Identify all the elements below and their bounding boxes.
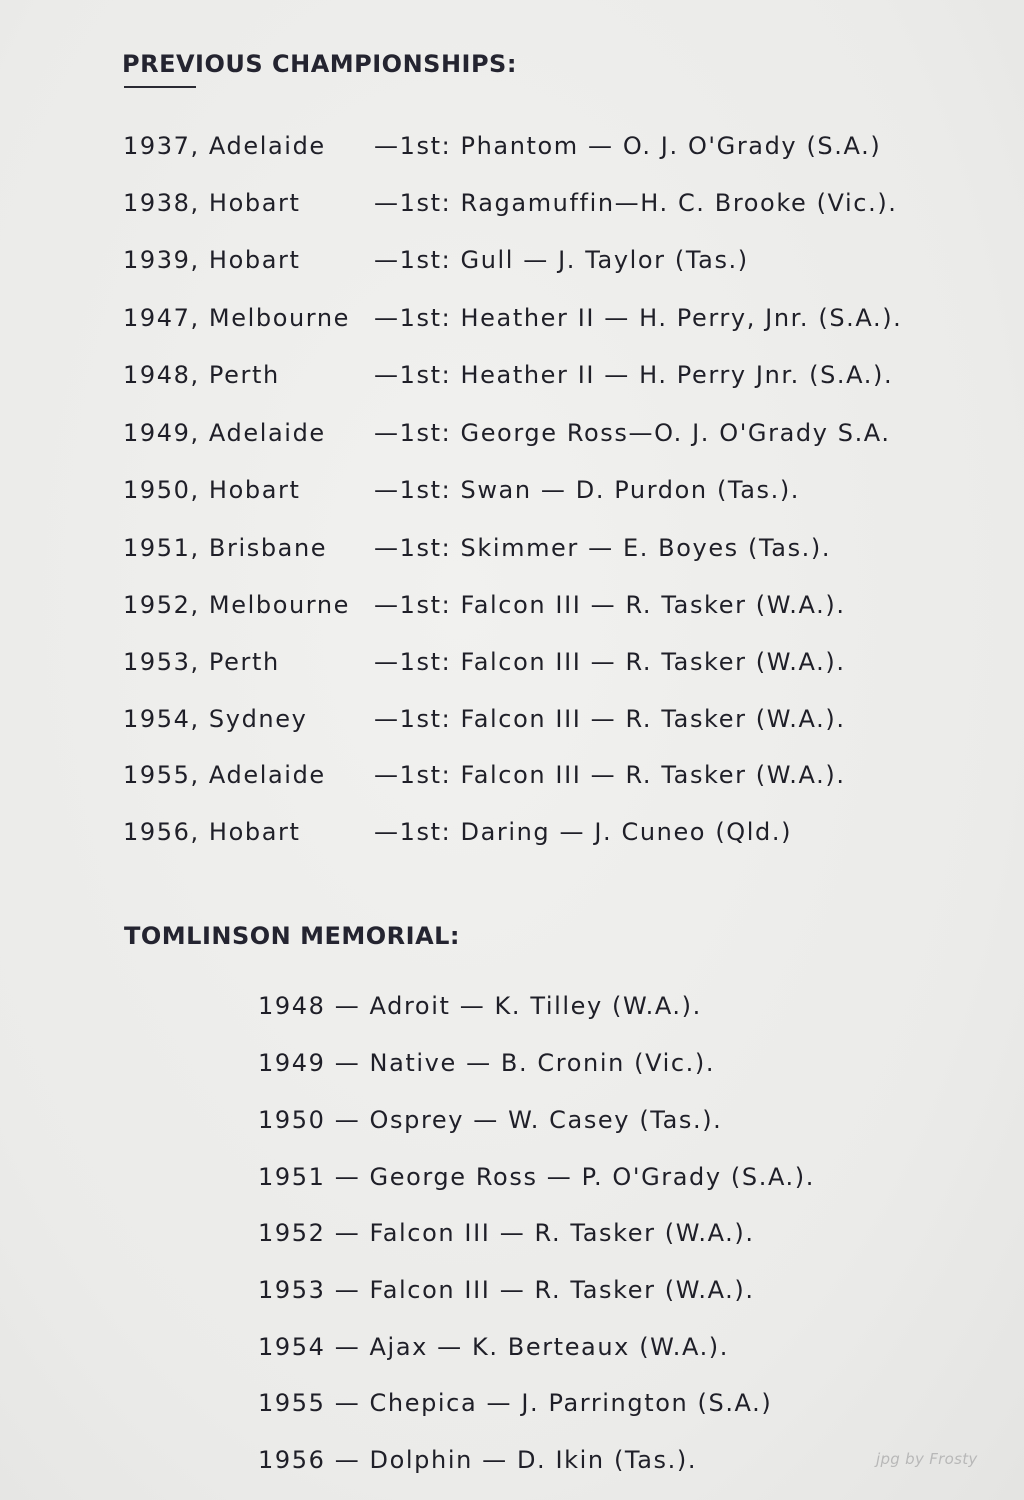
championship-result: —1st: Swan — D. Purdon (Tas.).	[374, 476, 801, 504]
championship-year-location: 1953, Perth	[123, 648, 280, 676]
championship-result: —1st: Gull — J. Taylor (Tas.)	[374, 246, 749, 274]
championship-year-location: 1947, Melbourne	[123, 304, 351, 332]
championship-result: —1st: Falcon III — R. Tasker (W.A.).	[374, 705, 846, 733]
memorial-row: 1951 — George Ross — P. O'Grady (S.A.).	[258, 1163, 815, 1191]
championship-year-location: 1956, Hobart	[123, 818, 301, 846]
championship-result: —1st: Daring — J. Cuneo (Qld.)	[374, 818, 793, 846]
championship-year-location: 1949, Adelaide	[123, 419, 326, 447]
championship-year-location: 1954, Sydney	[123, 705, 308, 733]
memorial-row: 1949 — Native — B. Cronin (Vic.).	[258, 1049, 716, 1077]
championship-result: —1st: Falcon III — R. Tasker (W.A.).	[374, 648, 846, 676]
championship-year-location: 1950, Hobart	[123, 476, 301, 504]
championship-result: —1st: Heather II — H. Perry, Jnr. (S.A.).	[374, 304, 903, 332]
championship-result: —1st: Ragamuffin—H. C. Brooke (Vic.).	[374, 189, 898, 217]
championship-year-location: 1955, Adelaide	[123, 761, 326, 789]
memorial-row: 1952 — Falcon III — R. Tasker (W.A.).	[258, 1219, 755, 1247]
memorial-row: 1950 — Osprey — W. Casey (Tas.).	[258, 1106, 723, 1134]
memorial-row: 1955 — Chepica — J. Parrington (S.A.)	[258, 1389, 773, 1417]
championship-year-location: 1951, Brisbane	[123, 534, 328, 562]
championship-result: —1st: Phantom — O. J. O'Grady (S.A.)	[374, 132, 882, 160]
championship-result: —1st: George Ross—O. J. O'Grady S.A.	[374, 419, 891, 447]
memorial-row: 1954 — Ajax — K. Berteaux (W.A.).	[258, 1333, 729, 1361]
championship-result: —1st: Falcon III — R. Tasker (W.A.).	[374, 761, 846, 789]
championship-result: —1st: Heather II — H. Perry Jnr. (S.A.).	[374, 361, 894, 389]
championship-year-location: 1952, Melbourne	[123, 591, 351, 619]
championship-result: —1st: Skimmer — E. Boyes (Tas.).	[374, 534, 832, 562]
championship-year-location: 1938, Hobart	[123, 189, 301, 217]
heading-underline	[124, 86, 196, 88]
tomlinson-memorial-heading: TOMLINSON MEMORIAL:	[124, 922, 461, 950]
championship-year-location: 1939, Hobart	[123, 246, 301, 274]
championship-year-location: 1948, Perth	[123, 361, 280, 389]
memorial-row: 1953 — Falcon III — R. Tasker (W.A.).	[258, 1276, 755, 1304]
memorial-row: 1956 — Dolphin — D. Ikin (Tas.).	[258, 1446, 698, 1474]
championship-result: —1st: Falcon III — R. Tasker (W.A.).	[374, 591, 846, 619]
previous-championships-heading: PREVIOUS CHAMPIONSHIPS:	[122, 50, 517, 78]
championship-year-location: 1937, Adelaide	[123, 132, 326, 160]
watermark: jpg by Frosty	[876, 1450, 978, 1468]
memorial-row: 1948 — Adroit — K. Tilley (W.A.).	[258, 992, 702, 1020]
